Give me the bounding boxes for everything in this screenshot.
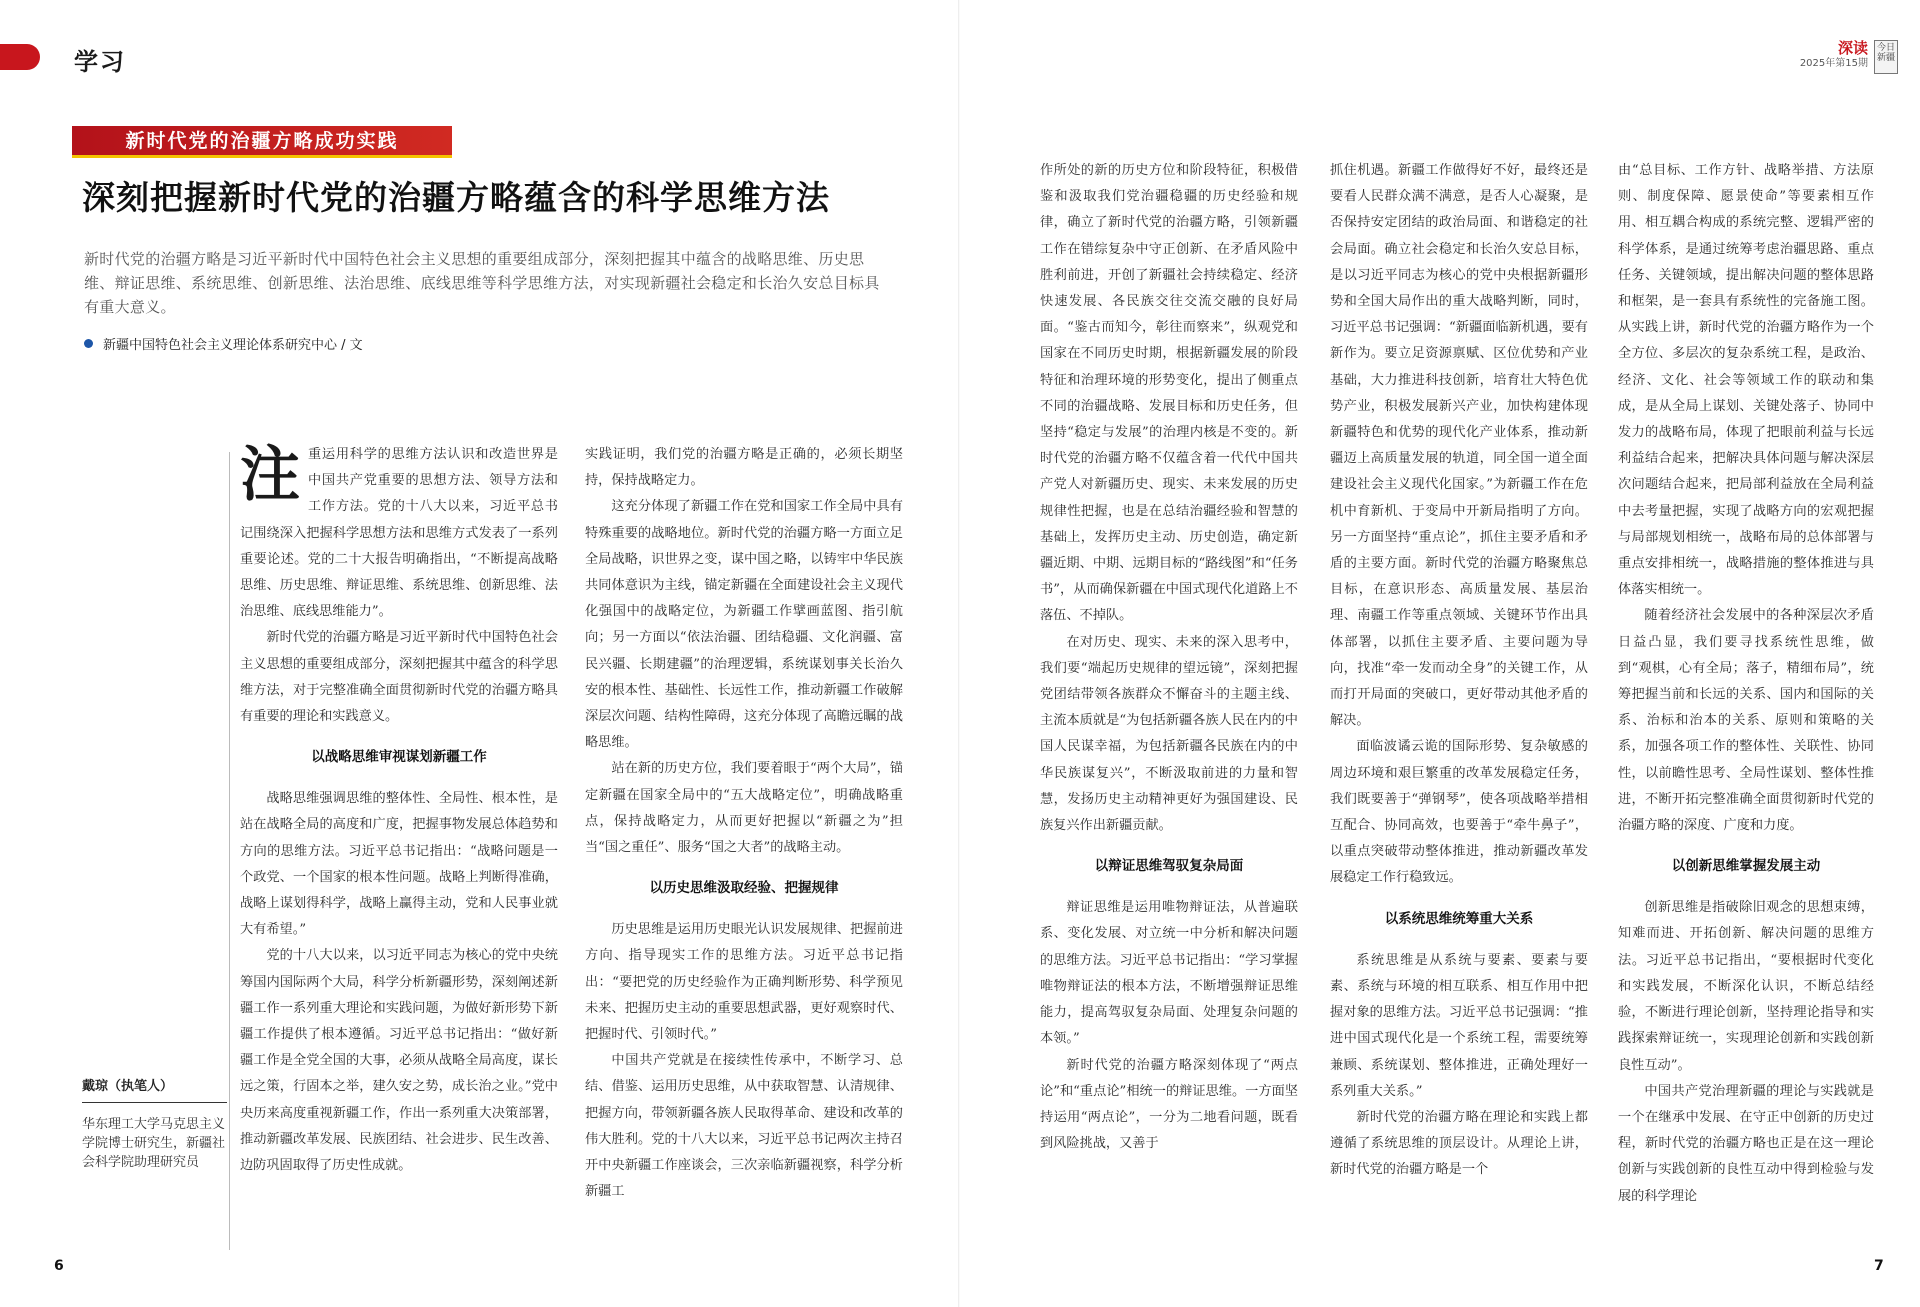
magazine-logo: 今日新疆	[1874, 40, 1898, 74]
brand-name: 深读	[1837, 39, 1868, 57]
paragraph: 系统思维是从系统与要素、要素与要素、系统与环境的相互联系、相互作用中把握对象的思维方法。习近平总书记强调：“推进中国式现代化是一个系统工程，需要统筹兼顾、系统谋划、整体推进，正确处理好一系列重大关系。”	[1330, 952, 1588, 1099]
paragraph: 抓住机遇。新疆工作做得好不好，最终还是要看人民群众满不满意，是否人心凝聚，是否保持安定团结的政治局面、和谐稳定的社会局面。确立社会稳定和长治久安总目标，是以习近平同志为核心的党中央根据新疆形势和全国大局作出的重大战略判断，同时，习近平总书记强调：“新疆面临新机遇，要有新作为。要立足资源禀赋、区位优势和产业基础，大力推进科技创新，培育壮大特色优势产业，积极发展新兴产业，加快构建体现新疆特色和优势的现代化产业体系，推动新疆迈上高质量发展的轨道，同全国一道全面建设社会主义现代化国家。”为新疆工作在危机中育新机、于变局中开新局指明了方向。另一方面坚持“重点论”，抓住主要矛盾和矛盾的主要方面。新时代党的治疆方略聚焦总目标，在意识形态、高质量发展、基层治理、南疆工作等重点领域、关键环节作出具体部署，以抓住主要矛盾、主要问题为导向，找准“牵一发而动全身”的关键工作，从而打开局面的突破口，更好带动其他矛盾的解决。	[1330, 163, 1588, 729]
paragraph: 这充分体现了新疆工作在党和国家工作全局中具有特殊重要的战略地位。新时代党的治疆方略一方面立足全局战略，识世界之变，谋中国之略，以铸牢中华民族共同体意识为主线，锚定新疆在全面建设社会主义现代化强国中的战略定位，为新疆工作擘画蓝图、指引航向；另一方面以“依法治疆、团结稳疆、文化润疆、富民兴疆、长期建疆”的治理逻辑，系统谋划事关长治久安的根本性、基础性、长远性工作，推动新疆工作破解深层次问题、结构性障碍，这充分体现了高瞻远瞩的战略思维。	[585, 499, 903, 751]
paragraph: 中国共产党治理新疆的理论与实践就是一个在继承中发展、在守正中创新的历史过程，新时代党的治疆方略也正是在这一理论创新与实践创新的良性互动中得到检验与发展的科学理论	[1618, 1083, 1874, 1204]
section-heading: 以创新思维掌握发展主动	[1671, 858, 1821, 875]
author-box	[82, 1075, 227, 1172]
brand-block	[1800, 40, 1868, 70]
page-number-right: 7	[1874, 1258, 1884, 1274]
column-banner	[72, 126, 452, 158]
paragraph: 战略思维强调思维的整体性、全局性、根本性，是站在战略全局的高度和广度，把握事物发展总体趋势和方向的思维方法。习近平总书记指出：“战略问题是一个政党、一个国家的根本性问题。战略上判断得准确，战略上谋划得科学，战略上赢得主动，党和人民事业就大有希望。”	[240, 791, 558, 938]
banner-text: 新时代党的治疆方略成功实践	[125, 130, 399, 152]
section-heading: 以历史思维汲取经验、把握规律	[649, 880, 839, 897]
byline	[84, 334, 363, 353]
paragraph: 站在新的历史方位，我们要着眼于“两个大局”，锚定新疆在国家全局中的“五大战略定位”，明确战略重点，保持战略定力，从而更好把握以“新疆之为”担当“国之重任”、服务“国之大者”的战略主动。	[585, 761, 903, 856]
paragraph: 实践证明，我们党的治疆方略是正确的，必须长期坚持，保持战略定力。	[585, 447, 903, 489]
text-column-5	[1618, 158, 1874, 1258]
section-heading: 以辩证思维驾驭复杂局面	[1094, 858, 1244, 875]
section-tag: 学习	[74, 48, 126, 76]
paragraph: 新时代党的治疆方略深刻体现了“两点论”和“重点论”相统一的辩证思维。一方面坚持运用“两点论”，一分为二地看问题，既看到风险挑战，又善于	[1040, 1057, 1298, 1152]
paragraph: 面临波谲云诡的国际形势、复杂敏感的周边环境和艰巨繁重的改革发展稳定任务，我们既要善于“弹钢琴”，使各项战略举措相互配合、协同高效，也要善于“牵牛鼻子”，以重点突破带动整体推进，推动新疆改革发展稳定工作行稳致远。	[1330, 739, 1588, 886]
paragraph-text: 重运用科学的思维方法认识和改造世界是中国共产党重要的思想方法、领导方法和工作方法。党的十八大以来，习近平总书记围绕深入把握科学思想方法和思维方式发表了一系列重要论述。党的二十大报告明确指出，“不断提高战略思维、历史思维、辩证思维、系统思维、创新思维、法治思维、底线思维能力”。	[240, 447, 558, 620]
article-lede: 新时代党的治疆方略是习近平新时代中国特色社会主义思想的重要组成部分，深刻把握其中蕴含的战略思维、历史思维、辩证思维、系统思维、创新思维、法治思维、底线思维等科学思维方法，对实现新疆社会稳定和长治久安总目标具有重大意义。	[84, 250, 880, 316]
issue-number: 2025年第15期	[1799, 58, 1868, 69]
drop-cap: 注	[240, 440, 300, 510]
paragraph: 在对历史、现实、未来的深入思考中，我们要“端起历史规律的望远镜”，深刻把握党团结带领各族群众不懈奋斗的主题主线、主流本质就是“为包括新疆各族人民在内的中国人民谋幸福，为包括新疆各民族在内的中华民族谋复兴”，不断汲取前进的力量和智慧，发扬历史主动精神更好为强国建设、民族复兴作出新疆贡献。	[1040, 634, 1298, 834]
bullet-icon	[84, 339, 93, 348]
paragraph: 新时代党的治疆方略是习近平新时代中国特色社会主义思想的重要组成部分，深刻把握其中蕴含的科学思维方法，对于完整准确全面贯彻新时代党的治疆方略具有重要的理论和实践意义。	[240, 630, 558, 725]
article-title: 深刻把握新时代党的治疆方略蕴含的科学思维方法	[82, 178, 830, 217]
section-heading: 以战略思维审视谋划新疆工作	[311, 749, 487, 766]
paragraph: 新时代党的治疆方略在理论和实践上都遵循了系统思维的顶层设计。从理论上讲，新时代党的治疆方略是一个	[1330, 1109, 1588, 1178]
page-number-left: 6	[54, 1258, 64, 1274]
author-desc: 华东理工大学马克思主义学院博士研究生，新疆社会科学院助理研究员	[82, 1117, 226, 1170]
paragraph: 中国共产党就是在接续性传承中，不断学习、总结、借鉴、运用历史思维，从中获取智慧、认清规律、把握方向，带领新疆各族人民取得革命、建设和改革的伟大胜利。党的十八大以来，习近平总书记两次主持召开中央新疆工作座谈会，三次亲临新疆视察，科学分析新疆工	[585, 1053, 903, 1200]
section-marker	[0, 44, 40, 70]
text-column-3	[1040, 158, 1298, 1258]
paragraph: 辩证思维是运用唯物辩证法，从普遍联系、变化发展、对立统一中分析和解决问题的思维方法。习近平总书记指出：“学习掌握唯物辩证法的根本方法，不断增强辩证思维能力，提高驾驭复杂局面、处理复杂问题的本领。”	[1040, 900, 1298, 1047]
text-column-4	[1330, 158, 1588, 1258]
paragraph	[240, 442, 558, 625]
section-heading: 以系统思维统筹重大关系	[1384, 910, 1534, 927]
running-header	[1800, 40, 1898, 74]
paragraph: 历史思维是运用历史眼光认识发展规律、把握前进方向、指导现实工作的思维方法。习近平总书记指出：“要把党的历史经验作为正确判断形势、科学预见未来、把握历史主动的重要思想武器，更好观察时代、把握时代、引领时代。”	[585, 922, 903, 1043]
column-divider	[229, 452, 230, 1250]
paragraph: 创新思维是指破除旧观念的思想束缚，知难而进、开拓创新、解决问题的思维方法。习近平总书记指出，“要根据时代变化和实践发展，不断深化认识，不断总结经验，不断进行理论创新，坚持理论指导和实践探索辩证统一，实现理论创新和实践创新良性互动”。	[1618, 900, 1874, 1073]
paragraph: 由“总目标、工作方针、战略举措、方法原则、制度保障、愿景使命”等要素相互作用、相互耦合构成的系统完整、逻辑严密的科学体系，是通过统筹考虑治疆思路、重点任务、关键领域，提出解决问题的整体思路和框架，是一套具有系统性的完备施工图。从实践上讲，新时代党的治疆方略作为一个全方位、多层次的复杂系统工程，是政治、经济、文化、社会等领域工作的联动和集成，是从全局上谋划、关键处落子、协同中发力的战略布局，体现了把眼前利益与长远利益结合起来，把解决具体问题与解决深层次问题结合起来，把局部利益放在全局利益中去考量把握，实现了战略方向的宏观把握与局部规划相统一，战略布局的总体部署与重点安排相统一，战略措施的整体推进与具体落实相统一。	[1618, 163, 1874, 598]
text-column-1	[240, 442, 558, 1179]
author-name: 戴琼（执笔人）	[82, 1075, 227, 1103]
paragraph: 作所处的新的历史方位和阶段特征，积极借鉴和汲取我们党治疆稳疆的历史经验和规律，确立了新时代党的治疆方略，引领新疆工作在错综复杂中守正创新、在矛盾风险中胜利前进，开创了新疆社会持续稳定、经济快速发展、各民族交往交流交融的良好局面。“鉴古而知今，彰往而察来”，纵观党和国家在不同历史时期，根据新疆发展的阶段特征和治理环境的形势变化，提出了侧重点不同的治疆战略、发展目标和历史任务，但坚持“稳定与发展”的治理内核是不变的。新时代党的治疆方略不仅蕴含着一代代中国共产党人对新疆历史、现实、未来发展的历史规律性把握，也是在总结治疆经验和智慧的基础上，发挥历史主动、历史创造，确定新疆近期、中期、远期目标的“路线图”和“任务书”，从而确保新疆在中国式现代化道路上不落伍、不掉队。	[1040, 163, 1298, 624]
paragraph: 党的十八大以来，以习近平同志为核心的党中央统筹国内国际两个大局，科学分析新疆形势，深刻阐述新疆工作一系列重大理论和实践问题，为做好新形势下新疆工作提供了根本遵循。习近平总书记指出：“做好新疆工作是全党全国的大事，必须从战略全局高度，谋长远之策，行固本之举，建久安之势，成长治之业。”党中央历来高度重视新疆工作，作出一系列重大决策部署，推动新疆改革发展、民族团结、社会进步、民生改善、边防巩固取得了历史性成就。	[240, 948, 558, 1174]
paragraph: 随着经济社会发展中的各种深层次矛盾日益凸显，我们要寻找系统性思维，做到“观棋，心有全局；落子，精细布局”，统筹把握当前和长远的关系、国内和国际的关系、治标和治本的关系、原则和策略的关系，加强各项工作的整体性、关联性、协同性，以前瞻性思考、全局性谋划、整体性推进，不断开拓完整准确全面贯彻新时代党的治疆方略的深度、广度和力度。	[1618, 608, 1874, 834]
byline-text: 新疆中国特色社会主义理论体系研究中心 / 文	[103, 338, 363, 353]
text-column-2	[585, 442, 903, 1262]
